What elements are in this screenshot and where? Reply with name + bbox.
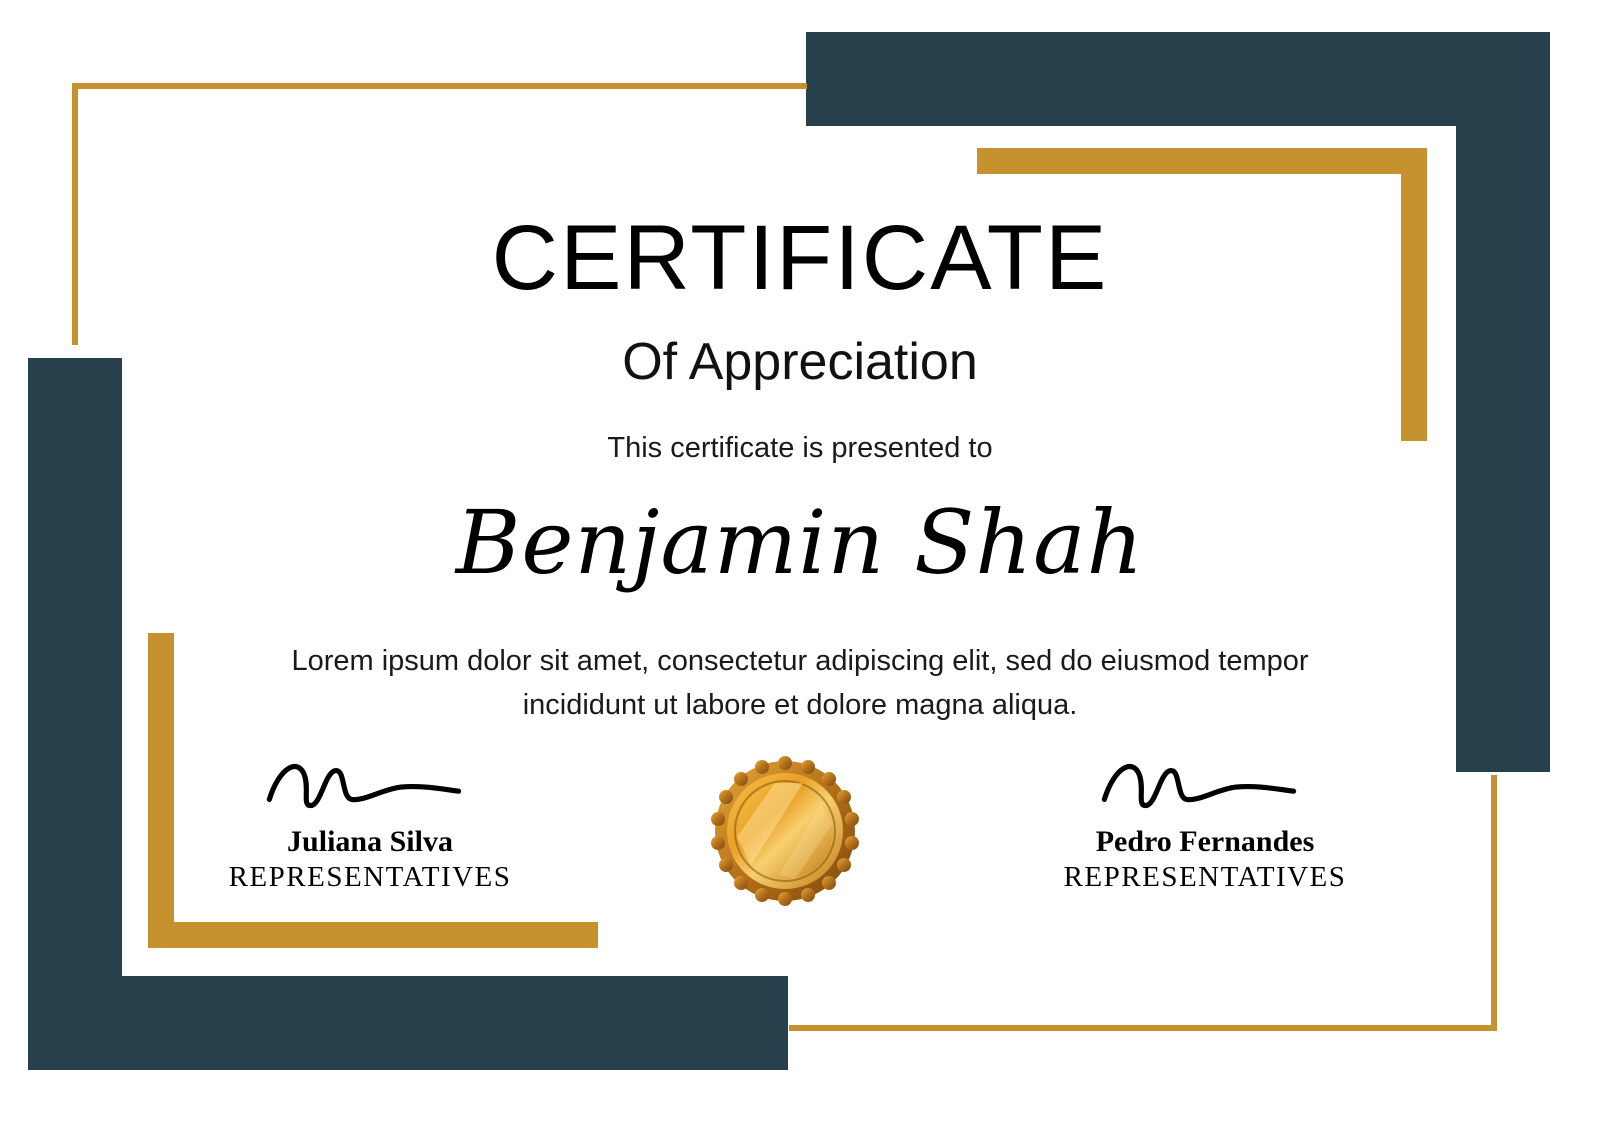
signature-block-left xyxy=(160,748,580,895)
signature-role: REPRESENTATIVES xyxy=(228,861,512,893)
certificate-title: CERTIFICATE xyxy=(491,207,1109,309)
signature-name: Pedro Fernandes xyxy=(1095,825,1315,858)
signature-mark-icon xyxy=(1092,748,1318,820)
signature-role: REPRESENTATIVES xyxy=(1063,861,1347,893)
signature-name: Juliana Silva xyxy=(287,825,453,858)
certificate-subtitle: Of Appreciation xyxy=(622,333,978,391)
gold-seal-icon xyxy=(710,756,860,906)
certificate-body-text: Lorem ipsum dolor sit amet, consectetur adipiscing elit, sed do eiusmod tempor incididunt ut labore et dolore magna aliqua. xyxy=(291,645,1309,721)
recipient-name: Benjamin Shah xyxy=(455,491,1145,594)
signature-mark-icon xyxy=(257,748,483,820)
signature-block-right xyxy=(995,748,1415,895)
presented-to-line: This certificate is presented to xyxy=(607,432,993,464)
